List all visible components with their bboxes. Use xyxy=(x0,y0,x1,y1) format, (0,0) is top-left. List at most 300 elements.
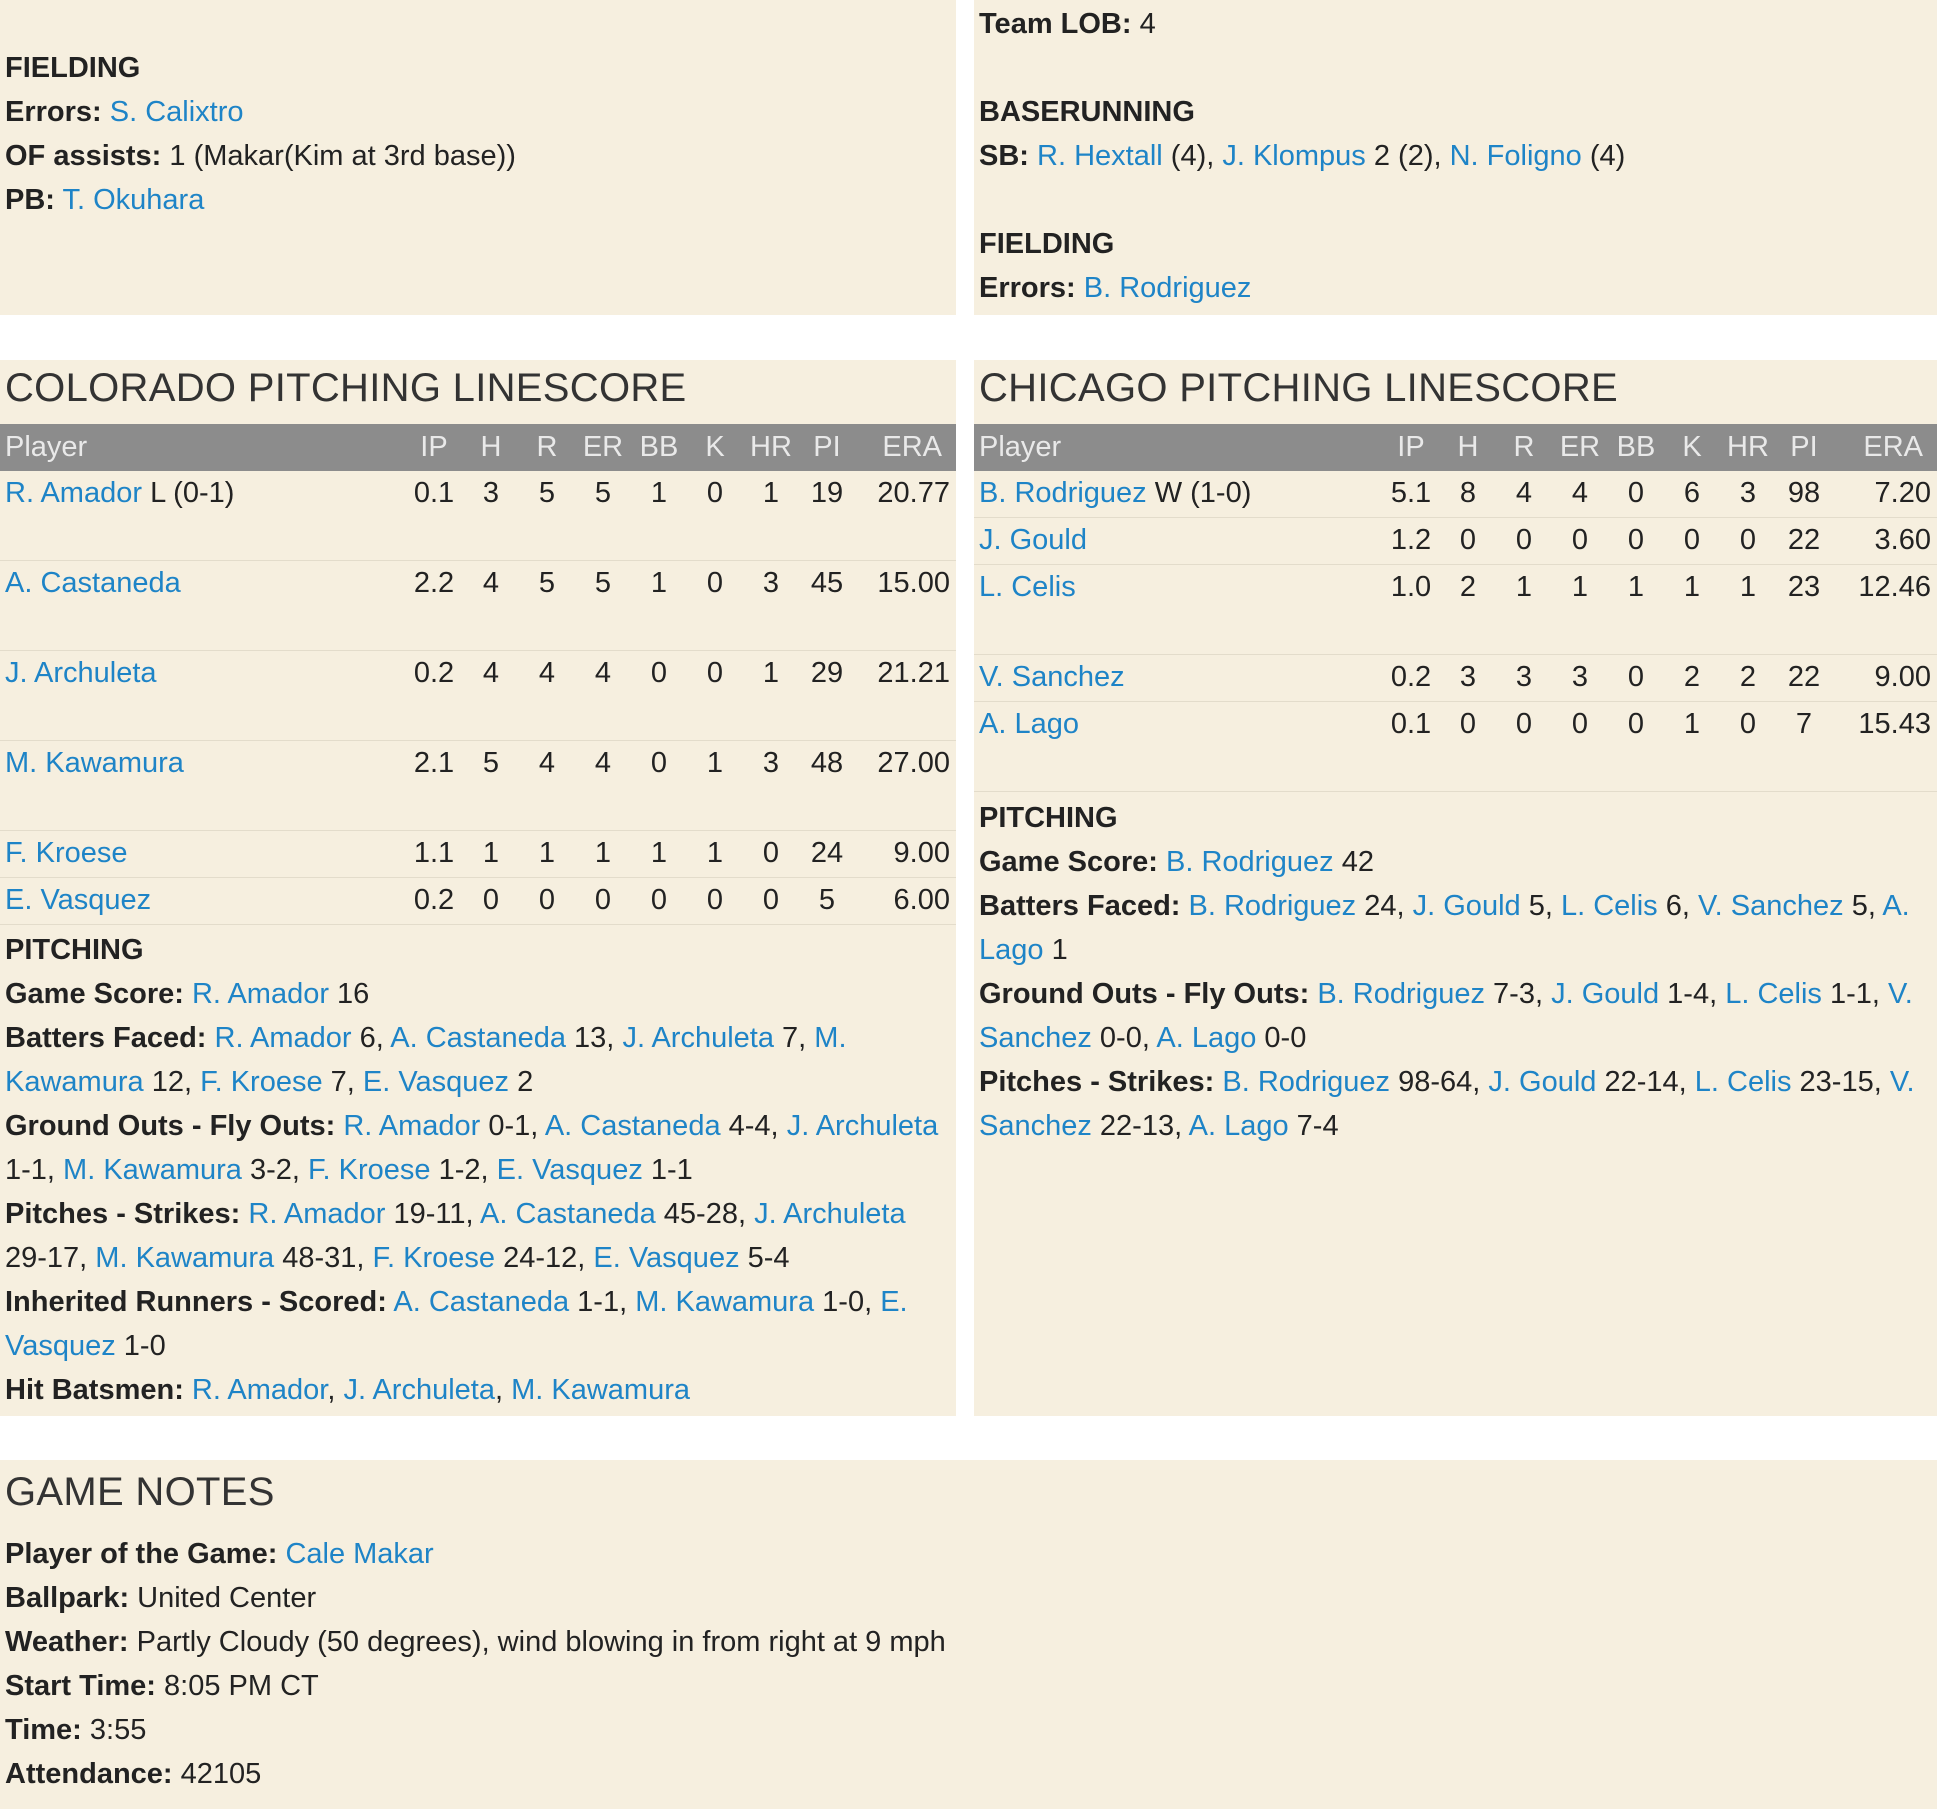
section-title: CHICAGO PITCHING LINESCORE xyxy=(979,366,1618,410)
pitches-strikes-label: Pitches - Strikes: xyxy=(979,1066,1215,1098)
cell-era: 9.00 xyxy=(1832,655,1937,702)
player-link[interactable]: A. Castaneda xyxy=(393,1286,570,1318)
ground-fly-outs-label: Ground Outs - Fly Outs: xyxy=(5,1110,336,1142)
pitches-strikes-label: Pitches - Strikes: xyxy=(5,1198,241,1230)
cell-bb: 0 xyxy=(631,878,687,925)
cell-ip: 0.1 xyxy=(1382,702,1440,792)
cell-er: 0 xyxy=(575,878,631,925)
cell-era: 21.21 xyxy=(855,651,956,741)
player-link[interactable]: J. Gould xyxy=(979,524,1087,556)
cell-h: 0 xyxy=(1440,518,1496,565)
baserunning-header: BASERUNNING xyxy=(979,96,1195,128)
time-label: Time: xyxy=(5,1714,82,1746)
cell-er: 4 xyxy=(575,741,631,831)
cell-k: 1 xyxy=(687,741,743,831)
player-link[interactable]: V. Sanchez xyxy=(1697,890,1844,922)
stat-value: 7-3, xyxy=(1493,978,1544,1010)
player-link[interactable]: R. Amador xyxy=(248,1198,386,1230)
player-link[interactable]: R. Hextall xyxy=(1037,140,1163,172)
stat-value: 1 xyxy=(1051,934,1068,966)
player-link[interactable]: M. Kawamura xyxy=(635,1286,815,1318)
player-link[interactable]: M. Kawamura xyxy=(95,1242,275,1274)
cell-era: 6.00 xyxy=(855,878,956,925)
start-time-line xyxy=(5,1664,1929,1708)
cell-bb: 0 xyxy=(631,741,687,831)
player-of-the-game-label: Player of the Game: xyxy=(5,1538,278,1570)
cell-k: 2 xyxy=(1664,655,1720,702)
cell-pi: 29 xyxy=(799,651,855,741)
player-link[interactable]: A. Castaneda xyxy=(480,1198,656,1230)
team-lob-value: 4 xyxy=(1139,8,1156,40)
cell-hr: 2 xyxy=(1720,655,1776,702)
player-link[interactable]: A. Lago xyxy=(979,708,1079,740)
cell-era: 15.43 xyxy=(1832,702,1937,792)
cell-hr: 3 xyxy=(1720,471,1776,518)
cell-ip: 0.2 xyxy=(405,878,463,925)
cell-pi: 48 xyxy=(799,741,855,831)
game-score-line xyxy=(979,840,1929,884)
cell-r: 1 xyxy=(519,831,575,878)
cell-r: 5 xyxy=(519,561,575,651)
player-link[interactable]: R. Amador xyxy=(191,1374,328,1406)
col-header: H xyxy=(463,424,519,471)
team-lob-line xyxy=(979,2,1929,46)
cell-h: 4 xyxy=(463,651,519,741)
cell-bb: 1 xyxy=(631,471,687,561)
errors-label: Errors: xyxy=(5,96,102,128)
col-header: ERA xyxy=(1832,424,1937,471)
chicago-batting-notes-panel xyxy=(974,0,1937,315)
sb-value: (4) xyxy=(1589,140,1626,172)
cell-er: 1 xyxy=(575,831,631,878)
player-link[interactable]: R. Amador xyxy=(5,477,142,509)
stat-value: 19-11, xyxy=(393,1198,474,1230)
decision: L (0-1) xyxy=(150,477,235,509)
cell-h: 3 xyxy=(463,471,519,561)
pitches-strikes-line xyxy=(979,1060,1929,1148)
game-score-value: 16 xyxy=(337,978,370,1010)
stat-value: 23-15, xyxy=(1799,1066,1882,1098)
player-link[interactable]: J. Gould xyxy=(1488,1066,1597,1098)
stat-value: 45-28, xyxy=(663,1198,747,1230)
cell-ip: 5.1 xyxy=(1382,471,1440,518)
stat-value: 5, xyxy=(1528,890,1553,922)
table-row xyxy=(0,561,956,651)
fielding-header: FIELDING xyxy=(979,228,1115,260)
stat-value: 24, xyxy=(1364,890,1405,922)
pb-label: PB: xyxy=(5,184,55,216)
player-link[interactable]: S. Calixtro xyxy=(109,96,244,128)
chicago-linescore-table xyxy=(974,424,1937,792)
batters-faced-line xyxy=(5,1016,948,1104)
ground-fly-outs-line xyxy=(979,972,1929,1060)
stat-value: 1-0, xyxy=(822,1286,873,1318)
stat-value: 1-1, xyxy=(577,1286,628,1318)
cell-k: 0 xyxy=(687,561,743,651)
player-link[interactable]: E. Vasquez xyxy=(362,1066,510,1098)
stat-value: 48-31, xyxy=(282,1242,365,1274)
player-link[interactable]: B. Rodriguez xyxy=(1165,846,1334,878)
table-row xyxy=(0,471,956,561)
player-link[interactable]: M. Kawamura xyxy=(5,1022,847,1098)
cell-ip: 1.0 xyxy=(1382,565,1440,655)
table-row xyxy=(0,831,956,878)
game-score-value: 42 xyxy=(1341,846,1374,878)
cell-era: 15.00 xyxy=(855,561,956,651)
col-header: IP xyxy=(1382,424,1440,471)
player-link[interactable]: A. Castaneda xyxy=(5,567,181,599)
of-assists-line xyxy=(5,134,948,178)
stat-value: 2 xyxy=(517,1066,534,1098)
col-header: ERA xyxy=(855,424,956,471)
table-header-row xyxy=(0,424,956,471)
sb-label: SB: xyxy=(979,140,1029,172)
stat-value: 0-0 xyxy=(1264,1022,1307,1054)
cell-hr: 1 xyxy=(743,651,799,741)
player-link[interactable]: F. Kroese xyxy=(5,837,128,869)
attendance-label: Attendance: xyxy=(5,1758,173,1790)
player-of-the-game-line xyxy=(5,1532,1929,1576)
errors-line xyxy=(979,266,1929,310)
cell-era: 20.77 xyxy=(855,471,956,561)
cell-k: 1 xyxy=(1664,565,1720,655)
cell-h: 2 xyxy=(1440,565,1496,655)
player-link[interactable]: L. Celis xyxy=(979,571,1076,603)
stat-value: 1-1, xyxy=(1829,978,1880,1010)
stat-value: 1-4, xyxy=(1667,978,1718,1010)
cell-k: 6 xyxy=(1664,471,1720,518)
player-link[interactable]: L. Celis xyxy=(1725,978,1822,1010)
cell-ip: 1.1 xyxy=(405,831,463,878)
player-link[interactable]: Cale Makar xyxy=(285,1538,434,1570)
ballpark-line xyxy=(5,1576,1929,1620)
cell-hr: 1 xyxy=(1720,565,1776,655)
table-row xyxy=(974,702,1937,792)
ground-fly-outs-label: Ground Outs - Fly Outs: xyxy=(979,978,1310,1010)
col-header: K xyxy=(1664,424,1720,471)
stat-value: 6, xyxy=(359,1022,384,1054)
player-link[interactable]: V. Sanchez xyxy=(979,978,1913,1054)
player-link[interactable]: A. Lago xyxy=(1188,1110,1289,1142)
cell-er: 0 xyxy=(1552,702,1608,792)
col-header: K xyxy=(687,424,743,471)
cell-pi: 24 xyxy=(799,831,855,878)
player-link[interactable]: A. Castaneda xyxy=(544,1110,721,1142)
col-header: Player xyxy=(974,424,1382,471)
weather-line xyxy=(5,1620,1929,1664)
col-header: IP xyxy=(405,424,463,471)
decision: W (1-0) xyxy=(1154,477,1252,509)
stat-value: 5-4 xyxy=(747,1242,790,1274)
of-assists-value: 1 (Makar(Kim at 3rd base)) xyxy=(169,140,516,172)
start-time-label: Start Time: xyxy=(5,1670,156,1702)
cell-h: 0 xyxy=(463,878,519,925)
cell-hr: 0 xyxy=(743,878,799,925)
cell-k: 0 xyxy=(687,651,743,741)
player-link[interactable]: F. Kroese xyxy=(308,1154,431,1186)
sb-value: (4), xyxy=(1170,140,1215,172)
player-link[interactable]: J. Klompus xyxy=(1222,140,1366,172)
inherited-runners-label: Inherited Runners - Scored: xyxy=(5,1286,387,1318)
cell-r: 4 xyxy=(1496,471,1552,518)
table-row xyxy=(0,878,956,925)
stat-value: 22-14, xyxy=(1604,1066,1687,1098)
cell-era: 7.20 xyxy=(1832,471,1937,518)
player-link[interactable]: M. Kawamura xyxy=(511,1374,690,1406)
stat-value: 1-1 xyxy=(650,1154,693,1186)
hit-batsmen-label: Hit Batsmen: xyxy=(5,1374,184,1406)
col-header: Player xyxy=(0,424,405,471)
player-link[interactable]: M. Kawamura xyxy=(5,747,184,779)
cell-r: 4 xyxy=(519,741,575,831)
colorado-pitching-panel xyxy=(0,360,956,1416)
stat-value: 7-4 xyxy=(1296,1110,1339,1142)
player-link[interactable]: B. Rodriguez xyxy=(1083,272,1252,304)
stat-value: 13, xyxy=(574,1022,615,1054)
player-link[interactable]: E. Vasquez xyxy=(5,1286,908,1362)
pitches-strikes-line xyxy=(5,1192,948,1280)
player-link[interactable]: V. Sanchez xyxy=(979,1066,1915,1142)
cell-ip: 0.2 xyxy=(405,651,463,741)
cell-er: 5 xyxy=(575,561,631,651)
cell-er: 5 xyxy=(575,471,631,561)
player-link[interactable]: L. Celis xyxy=(1560,890,1658,922)
fielding-header: FIELDING xyxy=(5,52,141,84)
player-link[interactable]: T. Okuhara xyxy=(62,184,205,216)
cell-r: 0 xyxy=(1496,702,1552,792)
cell-ip: 2.2 xyxy=(405,561,463,651)
cell-bb: 0 xyxy=(1608,471,1664,518)
cell-er: 1 xyxy=(1552,565,1608,655)
cell-era: 3.60 xyxy=(1832,518,1937,565)
player-link[interactable]: V. Sanchez xyxy=(979,661,1125,693)
player-link[interactable]: F. Kroese xyxy=(372,1242,496,1274)
player-link[interactable]: E. Vasquez xyxy=(5,884,152,916)
cell-h: 0 xyxy=(1440,702,1496,792)
ballpark-value: United Center xyxy=(137,1582,317,1614)
colorado-batting-notes-panel xyxy=(0,0,956,315)
col-header: HR xyxy=(1720,424,1776,471)
player-link[interactable]: E. Vasquez xyxy=(593,1242,740,1274)
team-lob-label: Team LOB: xyxy=(979,8,1132,40)
cell-hr: 3 xyxy=(743,561,799,651)
cell-pi: 7 xyxy=(1776,702,1832,792)
attendance-line xyxy=(5,1752,1929,1796)
cell-k: 0 xyxy=(1664,518,1720,565)
col-header: HR xyxy=(743,424,799,471)
col-header: PI xyxy=(1776,424,1832,471)
player-link[interactable]: M. Kawamura xyxy=(63,1154,242,1186)
inherited-runners-line xyxy=(5,1280,948,1368)
game-score-label: Game Score: xyxy=(5,978,184,1010)
table-header-row xyxy=(974,424,1937,471)
cell-hr: 1 xyxy=(743,471,799,561)
game-score-label: Game Score: xyxy=(979,846,1158,878)
cell-bb: 0 xyxy=(1608,702,1664,792)
col-header: BB xyxy=(1608,424,1664,471)
hit-batsmen-line: Hit Batsmen: R. Amador, J. Archuleta, M. Kawamura xyxy=(5,1374,690,1406)
player-link[interactable]: A. Lago xyxy=(1156,1022,1257,1054)
cell-bb: 1 xyxy=(631,831,687,878)
pb-line xyxy=(5,178,948,222)
col-header: ER xyxy=(575,424,631,471)
stat-value: 1-0 xyxy=(123,1330,166,1362)
stat-value: 29-17, xyxy=(5,1242,88,1274)
cell-h: 5 xyxy=(463,741,519,831)
stat-value: 4-4, xyxy=(728,1110,779,1142)
cell-ip: 2.1 xyxy=(405,741,463,831)
cell-bb: 1 xyxy=(631,561,687,651)
player-link[interactable]: J. Archuleta xyxy=(754,1198,906,1230)
section-title: COLORADO PITCHING LINESCORE xyxy=(5,366,687,410)
cell-hr: 0 xyxy=(1720,702,1776,792)
stat-value: 7, xyxy=(330,1066,355,1098)
time-line xyxy=(5,1708,1929,1752)
table-row xyxy=(974,565,1937,655)
player-link[interactable]: A. Lago xyxy=(979,890,1910,966)
stat-value: 1-2, xyxy=(438,1154,489,1186)
stat-value: 7, xyxy=(782,1022,807,1054)
player-link[interactable]: J. Gould xyxy=(1412,890,1521,922)
weather-label: Weather: xyxy=(5,1626,129,1658)
batters-faced-label: Batters Faced: xyxy=(979,890,1181,922)
cell-pi: 22 xyxy=(1776,518,1832,565)
cell-er: 3 xyxy=(1552,655,1608,702)
table-row xyxy=(974,655,1937,702)
cell-er: 4 xyxy=(575,651,631,741)
cell-ip: 1.2 xyxy=(1382,518,1440,565)
cell-pi: 19 xyxy=(799,471,855,561)
cell-r: 1 xyxy=(1496,565,1552,655)
col-header: H xyxy=(1440,424,1496,471)
chicago-pitching-panel xyxy=(974,360,1937,1416)
game-score-line xyxy=(5,972,948,1016)
start-time-value: 8:05 PM CT xyxy=(164,1670,319,1702)
player-link[interactable]: R. Amador xyxy=(343,1110,481,1142)
pitching-header: PITCHING xyxy=(5,934,144,966)
cell-pi: 98 xyxy=(1776,471,1832,518)
cell-ip: 0.2 xyxy=(1382,655,1440,702)
player-link[interactable]: R. Amador xyxy=(214,1022,352,1054)
player-link[interactable]: N. Foligno xyxy=(1449,140,1582,172)
table-row xyxy=(974,518,1937,565)
cell-h: 1 xyxy=(463,831,519,878)
cell-r: 4 xyxy=(519,651,575,741)
cell-h: 8 xyxy=(1440,471,1496,518)
errors-line xyxy=(5,90,948,134)
player-link[interactable]: J. Archuleta xyxy=(5,657,157,689)
player-link[interactable]: B. Rodriguez xyxy=(1317,978,1485,1010)
cell-k: 0 xyxy=(687,471,743,561)
cell-h: 3 xyxy=(1440,655,1496,702)
cell-bb: 0 xyxy=(1608,655,1664,702)
stat-value: 6, xyxy=(1665,890,1690,922)
of-assists-label: OF assists: xyxy=(5,140,162,172)
player-link[interactable]: J. Archuleta xyxy=(786,1110,939,1142)
cell-era: 27.00 xyxy=(855,741,956,831)
player-link[interactable]: F. Kroese xyxy=(200,1066,323,1098)
stat-value: 24-12, xyxy=(503,1242,586,1274)
errors-label: Errors: xyxy=(979,272,1076,304)
player-link[interactable]: J. Archuleta xyxy=(343,1374,495,1406)
pitching-header: PITCHING xyxy=(979,802,1118,834)
player-link[interactable]: L. Celis xyxy=(1694,1066,1792,1098)
player-link[interactable]: B. Rodriguez xyxy=(979,477,1147,509)
cell-pi: 22 xyxy=(1776,655,1832,702)
stat-value: 0-1, xyxy=(488,1110,539,1142)
cell-k: 1 xyxy=(1664,702,1720,792)
attendance-value: 42105 xyxy=(180,1758,262,1790)
sb-value: 2 (2), xyxy=(1373,140,1442,172)
stat-value: 22-13, xyxy=(1099,1110,1183,1142)
batters-faced-line xyxy=(979,884,1929,972)
ballpark-label: Ballpark: xyxy=(5,1582,130,1614)
col-header: R xyxy=(1496,424,1552,471)
col-header: BB xyxy=(631,424,687,471)
cell-r: 5 xyxy=(519,471,575,561)
cell-er: 4 xyxy=(1552,471,1608,518)
stat-value: 12, xyxy=(151,1066,193,1098)
table-row xyxy=(0,741,956,831)
cell-ip: 0.1 xyxy=(405,471,463,561)
cell-k: 0 xyxy=(687,878,743,925)
colorado-linescore-table xyxy=(0,424,956,925)
cell-era: 9.00 xyxy=(855,831,956,878)
cell-r: 0 xyxy=(1496,518,1552,565)
table-row xyxy=(0,651,956,741)
player-link[interactable]: J. Archuleta xyxy=(622,1022,774,1054)
stat-value: 3-2, xyxy=(250,1154,300,1186)
col-header: PI xyxy=(799,424,855,471)
cell-r: 0 xyxy=(519,878,575,925)
stat-value: 98-64, xyxy=(1398,1066,1481,1098)
cell-h: 4 xyxy=(463,561,519,651)
cell-bb: 0 xyxy=(631,651,687,741)
cell-pi: 45 xyxy=(799,561,855,651)
cell-hr: 0 xyxy=(743,831,799,878)
cell-bb: 0 xyxy=(1608,518,1664,565)
player-link[interactable]: E. Vasquez xyxy=(496,1154,643,1186)
stat-value: 5, xyxy=(1851,890,1876,922)
player-link[interactable]: A. Castaneda xyxy=(390,1022,566,1054)
cell-hr: 0 xyxy=(1720,518,1776,565)
col-header: ER xyxy=(1552,424,1608,471)
stat-value: 0-0, xyxy=(1099,1022,1150,1054)
cell-bb: 1 xyxy=(1608,565,1664,655)
cell-k: 1 xyxy=(687,831,743,878)
cell-era: 12.46 xyxy=(1832,565,1937,655)
cell-pi: 23 xyxy=(1776,565,1832,655)
ground-fly-outs-line xyxy=(5,1104,948,1192)
cell-er: 0 xyxy=(1552,518,1608,565)
cell-hr: 3 xyxy=(743,741,799,831)
table-row xyxy=(974,471,1937,518)
player-link[interactable]: R. Amador xyxy=(191,978,329,1010)
player-link[interactable]: B. Rodriguez xyxy=(1222,1066,1391,1098)
game-notes-panel xyxy=(0,1460,1937,1809)
stat-value: 1-1, xyxy=(5,1154,55,1186)
sb-line xyxy=(979,134,1929,178)
cell-r: 3 xyxy=(1496,655,1552,702)
player-link[interactable]: B. Rodriguez xyxy=(1188,890,1357,922)
weather-value: Partly Cloudy (50 degrees), wind blowing in from right at 9 mph xyxy=(136,1626,946,1658)
player-link[interactable]: J. Gould xyxy=(1551,978,1660,1010)
col-header: R xyxy=(519,424,575,471)
section-title: GAME NOTES xyxy=(5,1470,275,1514)
cell-pi: 5 xyxy=(799,878,855,925)
time-value: 3:55 xyxy=(89,1714,147,1746)
batters-faced-label: Batters Faced: xyxy=(5,1022,207,1054)
